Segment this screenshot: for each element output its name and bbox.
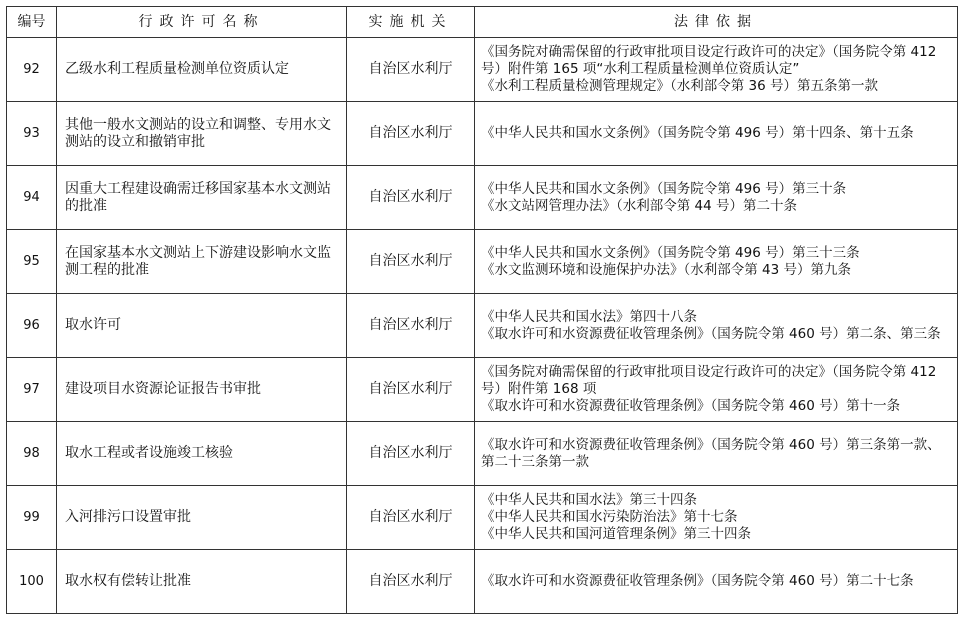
header-permit-name: 行政许可名称	[57, 7, 347, 38]
legal-basis	[475, 422, 958, 486]
row-number: 93	[7, 102, 57, 166]
authority: 自治区水利厅	[347, 422, 475, 486]
authority: 自治区水利厅	[347, 166, 475, 230]
table-row	[7, 166, 958, 230]
table-row	[7, 486, 958, 550]
header-number: 编号	[7, 7, 57, 38]
legal-basis	[475, 38, 958, 102]
legal-basis-line: 《取水许可和水资源费征收管理条例》（国务院令第 460 号）第十一条	[481, 398, 901, 414]
table-row	[7, 102, 958, 166]
legal-basis-line: 《国务院对确需保留的行政审批项目设定行政许可的决定》（国务院令第 412 号）附件第 168 项	[481, 364, 937, 397]
legal-basis	[475, 358, 958, 422]
table-row	[7, 38, 958, 102]
authority: 自治区水利厅	[347, 486, 475, 550]
row-number: 98	[7, 422, 57, 486]
permit-name: 取水权有偿转让批准	[57, 550, 347, 614]
permit-name: 建设项目水资源论证报告书审批	[57, 358, 347, 422]
permit-name: 入河排污口设置审批	[57, 486, 347, 550]
row-number: 94	[7, 166, 57, 230]
row-number: 97	[7, 358, 57, 422]
authority: 自治区水利厅	[347, 358, 475, 422]
legal-basis-line: 《中华人民共和国水法》第三十四条	[481, 492, 697, 508]
authority: 自治区水利厅	[347, 38, 475, 102]
table-row	[7, 294, 958, 358]
row-number: 100	[7, 550, 57, 614]
table-row	[7, 230, 958, 294]
authority: 自治区水利厅	[347, 294, 475, 358]
legal-basis	[475, 550, 958, 614]
legal-basis	[475, 230, 958, 294]
legal-basis	[475, 294, 958, 358]
legal-basis-line: 《水文站网管理办法》（水利部令第 44 号）第二十条	[481, 197, 798, 214]
legal-basis-line: 《取水许可和水资源费征收管理条例》（国务院令第 460 号）第二条、第三条	[481, 325, 941, 342]
permit-name: 取水许可	[57, 294, 347, 358]
legal-basis-line: 《中华人民共和国水法》第四十八条	[481, 308, 697, 325]
row-number: 96	[7, 294, 57, 358]
authority: 自治区水利厅	[347, 102, 475, 166]
legal-basis-line: 《取水许可和水资源费征收管理条例》（国务院令第 460 号）第三条第一款、第二十三条第一款	[481, 436, 941, 470]
header-authority: 实施机关	[347, 7, 475, 38]
row-number: 99	[7, 486, 57, 550]
legal-basis-line: 《取水许可和水资源费征收管理条例》（国务院令第 460 号）第二十七条	[481, 573, 914, 589]
legal-basis	[475, 166, 958, 230]
row-number: 92	[7, 38, 57, 102]
authority: 自治区水利厅	[347, 230, 475, 294]
permit-name: 其他一般水文测站的设立和调整、专用水文测站的设立和撤销审批	[57, 102, 347, 166]
legal-basis	[475, 102, 958, 166]
permit-name: 乙级水利工程质量检测单位资质认定	[57, 38, 347, 102]
legal-basis-line: 《水利工程质量检测管理规定》（水利部令第 36 号）第五条第一款	[481, 78, 879, 94]
legal-basis-line: 《中华人民共和国水文条例》（国务院令第 496 号）第三十条	[481, 180, 847, 197]
row-number: 95	[7, 230, 57, 294]
legal-basis-line: 《中华人民共和国水污染防治法》第十七条	[481, 509, 738, 525]
authority: 自治区水利厅	[347, 550, 475, 614]
permit-name: 因重大工程建设确需迁移国家基本水文测站的批准	[57, 166, 347, 230]
permit-name: 取水工程或者设施竣工核验	[57, 422, 347, 486]
table-row	[7, 422, 958, 486]
legal-basis-line: 《中华人民共和国水文条例》（国务院令第 496 号）第三十三条	[481, 244, 860, 261]
table-row	[7, 358, 958, 422]
header-row	[7, 7, 958, 38]
legal-basis-line: 《中华人民共和国河道管理条例》第三十四条	[481, 526, 751, 542]
legal-basis-line: 《国务院对确需保留的行政审批项目设定行政许可的决定》（国务院令第 412 号）附件第 165 项“水利工程质量检测单位资质认定”	[481, 44, 937, 77]
legal-basis	[475, 486, 958, 550]
permit-name: 在国家基本水文测站上下游建设影响水文监测工程的批准	[57, 230, 347, 294]
permits-table	[6, 6, 958, 614]
legal-basis-line: 《水文监测环境和设施保护办法》（水利部令第 43 号）第九条	[481, 261, 852, 278]
legal-basis-line: 《中华人民共和国水文条例》（国务院令第 496 号）第十四条、第十五条	[481, 125, 914, 141]
table-row	[7, 550, 958, 614]
table-body	[7, 38, 958, 614]
header-legal-basis: 法律依据	[475, 7, 958, 38]
